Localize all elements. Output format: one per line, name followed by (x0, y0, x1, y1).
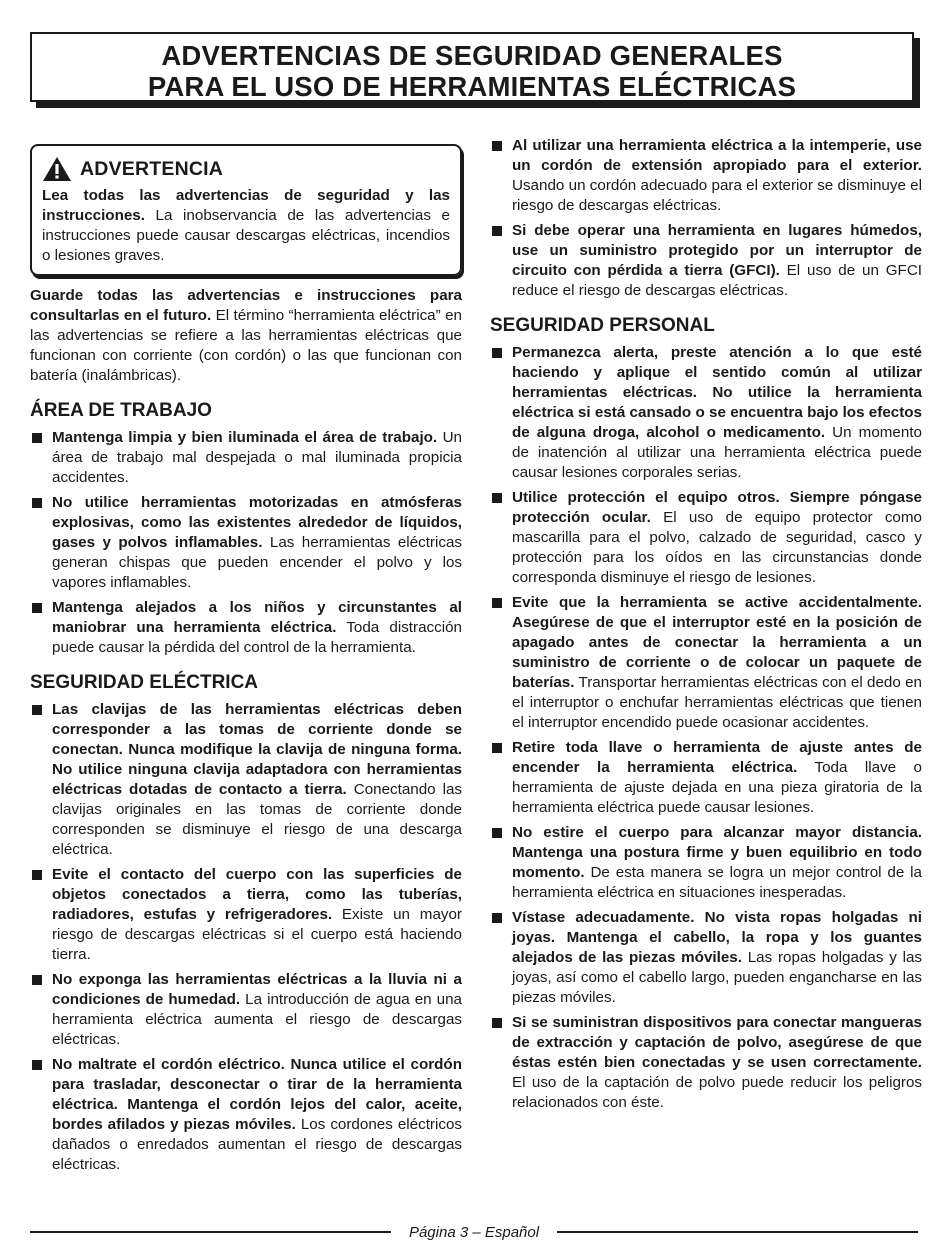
work-area-heading: ÁREA DE TRABAJO (30, 400, 212, 421)
bullet-square-icon (492, 743, 502, 753)
bullet-square-icon (492, 226, 502, 236)
list-item-text: Usando un cordón adecuado para el exterior se disminuye el riesgo de descargas eléctricas. (512, 177, 922, 214)
list-item-bold: Al utilizar una herramienta eléctrica a la intemperie, use un cordón de extensión apropiado para el exterior. (512, 137, 922, 174)
bullet-square-icon (32, 603, 42, 613)
list-item-bold: Mantenga alejados a los niños y circunstantes al maniobrar una herramienta eléctrica. (52, 599, 462, 636)
list-item (490, 136, 922, 216)
list-item (490, 1013, 922, 1113)
list-item-bold: No utilice herramientas motorizadas en atmósferas explosivas, como las existentes alrededor de líquidos, gases y polvos inflamables. (52, 494, 462, 551)
work-area-list (30, 428, 462, 658)
bullet-square-icon (32, 705, 42, 715)
right-column (490, 136, 922, 1118)
intro-paragraph (30, 286, 462, 386)
page-title-line-1: ADVERTENCIAS DE SEGURIDAD GENERALES (161, 40, 783, 71)
bullet-square-icon (492, 598, 502, 608)
warning-triangle-icon (42, 156, 72, 182)
list-item-bold: Mantenga limpia y bien iluminada el área de trabajo. (52, 429, 438, 446)
bullet-square-icon (492, 913, 502, 923)
warning-text-body: La inobservancia de las advertencias e instrucciones puede causar descargas eléctricas, incendios o lesiones graves. (42, 207, 450, 264)
list-item-text: Transportar herramientas eléctricas con el dedo en el interruptor o enchufar herramientas eléctricas que tienen el interruptor encendido puede ocasionar accidentes. (512, 674, 922, 731)
list-item-text: Existe un mayor riesgo de descargas eléctricas si el cuerpo está haciendo tierra. (52, 906, 462, 963)
list-item-text: Las herramientas eléctricas generan chispas que pueden encender el polvo y los vapores inflamables. (52, 534, 462, 591)
list-item (490, 908, 922, 1008)
warning-header (42, 156, 450, 182)
list-item-text: El uso de equipo protector como mascarilla para el polvo, calzado de seguridad, casco y protección para los oídos en las circunstancias donde corresponda disminuye el riesgo de lesiones. (512, 509, 922, 586)
list-item (30, 428, 462, 488)
personal-safety-heading: SEGURIDAD PERSONAL (490, 315, 715, 336)
list-item-bold: Evite el contacto del cuerpo con las superficies de objetos conectados a tierra, como las tuberías, radiadores, estufas y refrigeradores. (52, 866, 462, 923)
bullet-square-icon (32, 1060, 42, 1070)
footer-rule-left (30, 1231, 391, 1233)
list-item-bold: Permanezca alerta, preste atención a lo que esté haciendo y aplique el sentido común al utilizar herramientas eléctricas. No utilice la herramienta eléctrica si está cansado o se encuentra bajo los efectos de alguna droga, alcohol o medicamento. (512, 344, 922, 441)
bullet-square-icon (32, 498, 42, 508)
list-item-bold: No estire el cuerpo para alcanzar mayor distancia. Mantenga una postura firme y buen equilibrio en todo momento. (512, 824, 922, 881)
list-item-text: De esta manera se logra un mejor control de la herramienta eléctrica en situaciones inesperadas. (512, 864, 922, 901)
list-item (30, 493, 462, 593)
list-item (30, 970, 462, 1050)
list-item-bold: No exponga las herramientas eléctricas a la lluvia ni a condiciones de humedad. (52, 971, 462, 1008)
list-item-text: El uso de un GFCI reduce el riesgo de descargas eléctricas. (512, 262, 923, 299)
bullet-square-icon (32, 870, 42, 880)
list-item-bold: Retire toda llave o herramienta de ajuste antes de encender la herramienta eléctrica. (512, 739, 922, 776)
electrical-safety-heading: SEGURIDAD ELÉCTRICA (30, 672, 259, 693)
list-item-text: Los cordones eléctricos dañados o enredados aumentan el riesgo de descargas eléctricas. (52, 1116, 462, 1173)
electrical-safety-list (30, 700, 462, 1175)
electrical-safety-list-continued (490, 136, 922, 301)
list-item (30, 598, 462, 658)
intro-bold: Guarde todas las advertencias e instrucciones para consultarlas en el futuro. (30, 287, 462, 324)
footer-rule-right (557, 1231, 918, 1233)
bullet-square-icon (492, 348, 502, 358)
warning-box (30, 144, 462, 276)
list-item-bold: Utilice protección el equipo otros. Siempre póngase protección ocular. (512, 489, 922, 526)
page-footer (30, 1222, 918, 1242)
list-item-bold: Si se suministran dispositivos para conectar mangueras de extracción y captación de polvo, asegúrese de que éstas estén bien conectadas y se usen correctamente. (512, 1014, 922, 1071)
list-item-text: Las ropas holgadas y las joyas, así como el cabello largo, pueden engancharse en las piezas móviles. (512, 949, 922, 1006)
list-item-bold: Si debe operar una herramienta en lugares húmedos, use un suministro protegido por un interruptor de circuito con pérdida a tierra (GFCI). (512, 222, 922, 279)
bullet-square-icon (32, 433, 42, 443)
bullet-square-icon (492, 141, 502, 151)
bullet-square-icon (492, 493, 502, 503)
warning-text-bold: Lea todas las advertencias de seguridad y las instrucciones. (42, 187, 450, 224)
bullet-square-icon (492, 1018, 502, 1028)
bullet-square-icon (32, 975, 42, 985)
list-item-bold: Evite que la herramienta se active accidentalmente. Asegúrese de que el interruptor esté en la posición de apagado antes de conectar la herramienta a un suministro de corriente o de colocar un paquete de baterías. (512, 594, 922, 691)
list-item-bold: Las clavijas de las herramientas eléctricas deben corresponder a las tomas de corriente donde se conectan. Nunca modifique la clavija de ninguna forma. No utilice ninguna clavija adaptadora con herramientas eléctricas dotadas de contacto a tierra. (52, 701, 462, 798)
list-item-text: Toda llave o herramienta de ajuste dejada en una pieza giratoria de la herramienta eléctrica puede causar lesiones. (512, 759, 922, 816)
list-item-text: El uso de la captación de polvo puede reducir los peligros relacionados con éste. (512, 1074, 922, 1111)
personal-safety-list (490, 343, 922, 1113)
list-item-text: La introducción de agua en una herramienta eléctrica aumenta el riesgo de descargas eléctricas. (52, 991, 463, 1048)
list-item-bold: Vístase adecuadamente. No vista ropas holgadas ni joyas. Mantenga el cabello, la ropa y los guantes alejados de las piezas móviles. (512, 909, 922, 966)
warning-text (42, 186, 450, 266)
list-item (490, 738, 922, 818)
page-title-box (30, 32, 914, 102)
warning-heading: ADVERTENCIA (80, 157, 224, 180)
list-item-text: Conectando las clavijas originales en las tomas de corriente donde corresponden se disminuye el riesgo de una descarga eléctrica. (52, 781, 462, 858)
list-item-bold: No maltrate el cordón eléctrico. Nunca utilice el cordón para trasladar, desconectar o tirar de la herramienta eléctrica. Mantenga el cordón lejos del calor, aceite, bordes afilados y piezas móviles. (52, 1056, 462, 1133)
list-item (490, 823, 922, 903)
page-title-line-2: PARA EL USO DE HERRAMIENTAS ELÉCTRICAS (147, 71, 797, 102)
left-column (30, 136, 462, 1180)
list-item (30, 1055, 462, 1175)
list-item (490, 593, 922, 733)
list-item (30, 865, 462, 965)
page-number: Página 3 – Español (408, 1223, 540, 1241)
list-item (490, 343, 922, 483)
list-item (490, 488, 922, 588)
list-item (30, 700, 462, 860)
list-item-text: Toda distracción puede causar la pérdida del control de la herramienta. (52, 619, 462, 656)
list-item-text: Un área de trabajo mal despejada o mal iluminada propicia accidentes. (52, 429, 462, 486)
bullet-square-icon (492, 828, 502, 838)
list-item-text: Un momento de inatención al utilizar una herramienta eléctrica puede causar lesiones corporales serias. (512, 424, 922, 481)
intro-body: El término “herramienta eléctrica” en las advertencias se refiere a las herramientas eléctricas que funcionan con corriente (con cordón) o las que funcionan con batería (inalámbricas). (30, 307, 462, 384)
list-item (490, 221, 922, 301)
